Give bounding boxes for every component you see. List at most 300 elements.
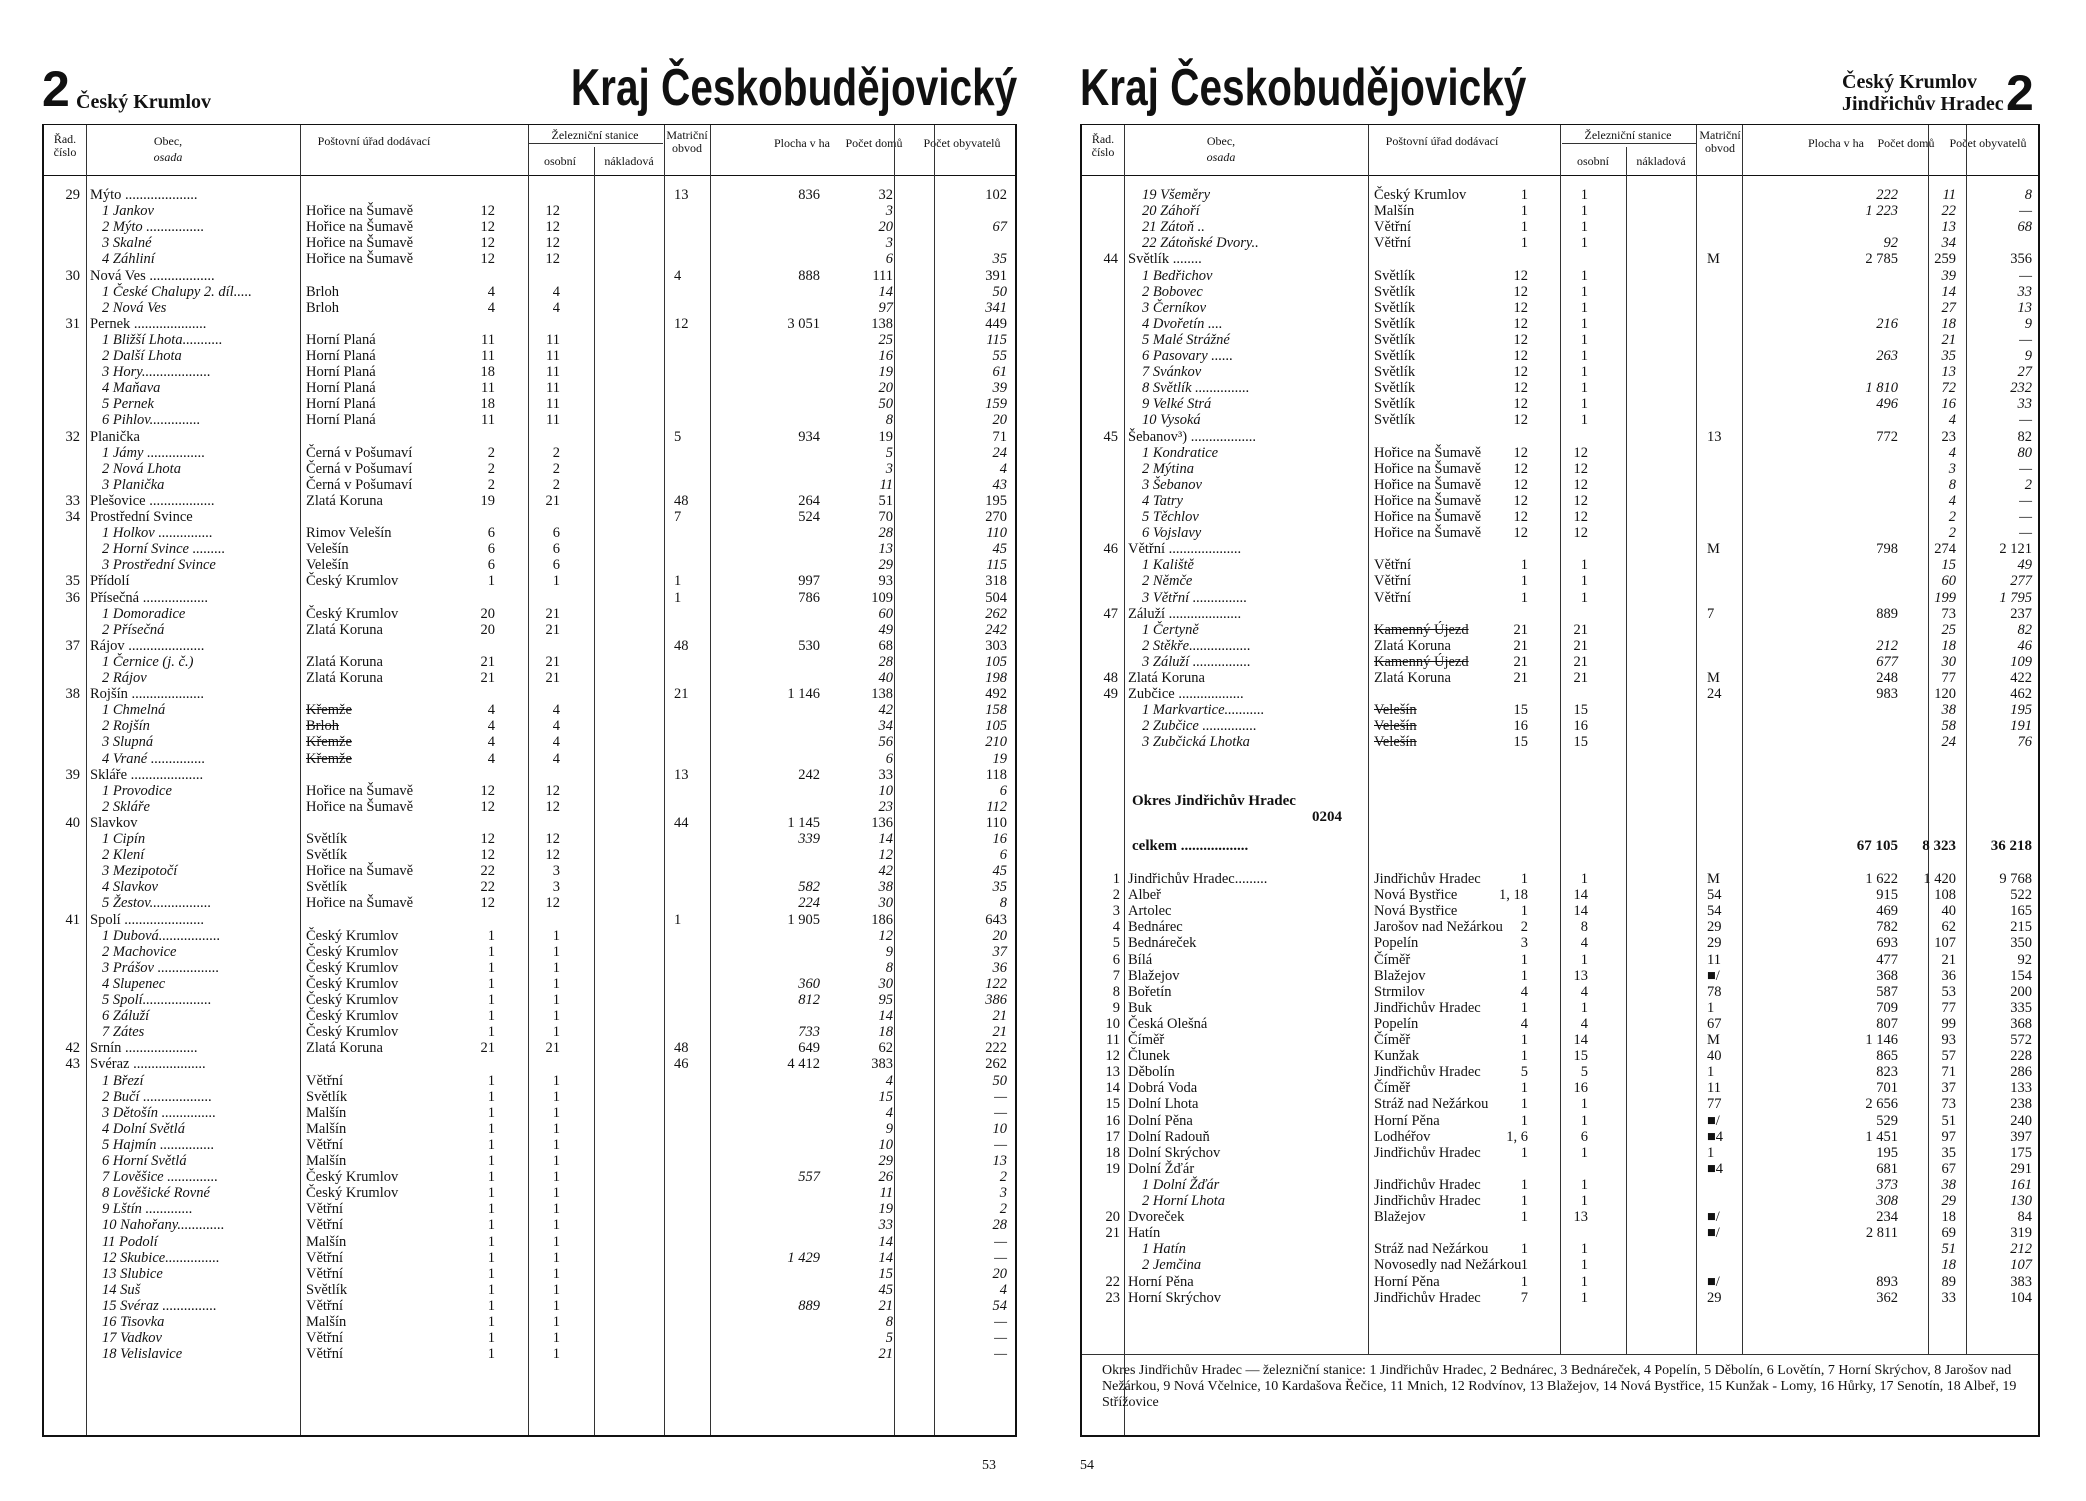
row-post-office: Černá v Pošumaví (306, 476, 413, 493)
table-row (1082, 429, 2038, 445)
row-post-office: Brloh (306, 283, 340, 300)
row-station-passenger: 12 (480, 219, 495, 236)
row-registry: ■/ (1707, 1209, 1720, 1226)
row-post-office: Hořice na Šumavě (1374, 509, 1482, 525)
row-houses: 19 (878, 1201, 893, 1218)
row-station-passenger: 11 (481, 348, 495, 364)
row-houses: 19 (878, 364, 893, 381)
row-station-passenger: 1 (1520, 1080, 1528, 1097)
row-population: 643 (985, 911, 1007, 928)
row-station-passenger: 12 (480, 895, 495, 912)
row-area: 212 (1876, 637, 1898, 654)
row-station-freight: 12 (1573, 476, 1588, 493)
table-row (44, 847, 1015, 863)
row-station-passenger: 1 (487, 1233, 495, 1250)
row-population: 102 (985, 187, 1007, 203)
table-row (44, 541, 1015, 557)
row-name: Jindřichův Hradec......... (1128, 871, 1268, 887)
row-name: 1 Provodice (102, 782, 172, 799)
table-row (44, 686, 1015, 702)
row-houses: 68 (878, 637, 893, 654)
table-row (1082, 509, 2038, 525)
table-row (44, 863, 1015, 879)
row-post-office: Stráž nad Nežárkou (1374, 1241, 1489, 1258)
table-row (44, 1040, 1015, 1056)
row-station-freight: 12 (545, 782, 560, 799)
row-population: 262 (985, 605, 1007, 622)
row-station-freight: 1 (552, 1072, 560, 1089)
table-row (44, 654, 1015, 670)
row-population: 3 (999, 1185, 1007, 1202)
row-area: 889 (1876, 605, 1898, 622)
row-station-freight: 1 (552, 1008, 560, 1025)
row-registry: 12 (674, 315, 689, 332)
page-number-right: 54 (1080, 1458, 1094, 1473)
row-population: 20 (992, 1265, 1007, 1282)
row-name: 6 Horní Světlá (102, 1153, 187, 1169)
row-number: 12 (1105, 1048, 1120, 1065)
row-name: Hatín (1128, 1225, 1161, 1242)
table-row (44, 251, 1015, 267)
row-post-office: Horní Planá (306, 364, 376, 381)
row-post-office: Zlatá Koruna (306, 621, 383, 638)
row-number: 9 (1112, 999, 1120, 1016)
row-population: 9 768 (1999, 871, 2032, 887)
row-name: 1 Markvartice........... (1142, 702, 1265, 719)
row-station-passenger: 21 (1513, 670, 1528, 686)
row-houses: 8 (885, 412, 893, 429)
row-population: 449 (985, 315, 1007, 332)
row-station-passenger: 12 (480, 847, 495, 864)
row-houses: 12 (878, 927, 893, 944)
row-name: 4 Slupenec (102, 975, 166, 992)
table-row (1082, 1161, 2038, 1177)
row-post-office: Světlík (1374, 412, 1416, 429)
row-area: 360 (798, 975, 820, 992)
row-houses: 38 (878, 879, 893, 896)
row-population: 200 (2010, 983, 2032, 1000)
row-population: 492 (985, 686, 1007, 703)
row-station-passenger: 4 (487, 283, 495, 300)
row-area: 1 145 (787, 814, 820, 831)
row-houses: 29 (878, 1153, 893, 1169)
row-station-freight: 12 (1573, 444, 1588, 461)
table-row (1082, 461, 2038, 477)
row-station-freight: 1 (1580, 380, 1588, 397)
row-post-office: Brloh (306, 299, 340, 316)
row-population: 122 (985, 975, 1007, 992)
row-population: 368 (2010, 1015, 2032, 1032)
table-row (1082, 1209, 2038, 1225)
row-number: 34 (65, 509, 80, 525)
row-station-passenger: 21 (1513, 653, 1528, 670)
row-post-office: Velešín (1374, 702, 1417, 719)
table-row (1082, 1193, 2038, 1209)
row-houses: 29 (1941, 1193, 1956, 1209)
row-registry: 24 (1707, 686, 1722, 703)
row-name: 6 Záluží (102, 1008, 150, 1025)
row-name: 1 Kaliště (1142, 557, 1194, 574)
row-station-freight: 1 (1580, 1241, 1588, 1258)
row-number: 31 (65, 315, 80, 332)
row-post-office: Větřní (306, 1201, 344, 1218)
table-row (44, 332, 1015, 348)
row-houses: 5 (885, 444, 893, 461)
row-station-passenger: 12 (1513, 299, 1528, 316)
table-row (44, 944, 1015, 960)
row-name: 4 Dvořetín .... (1142, 315, 1223, 332)
row-houses: 33 (1941, 1289, 1956, 1306)
table-row (44, 187, 1015, 203)
table-row (44, 702, 1015, 718)
row-population: 161 (2010, 1176, 2032, 1193)
row-population: 104 (2010, 1289, 2032, 1306)
row-station-freight: 12 (1573, 525, 1588, 542)
table-row (1082, 654, 2038, 670)
row-station-passenger: 1 (487, 1314, 495, 1330)
row-houses: 18 (1941, 315, 1956, 332)
table-row (1082, 1113, 2038, 1129)
row-registry: 48 (674, 492, 689, 509)
row-number: 4 (1112, 919, 1120, 936)
row-station-passenger: 12 (1513, 412, 1528, 429)
row-station-freight: 8 (1580, 919, 1588, 936)
row-station-freight: 1 (1580, 999, 1588, 1016)
row-area: 1 622 (1865, 871, 1898, 887)
row-station-freight: 1 (552, 1185, 560, 1202)
row-station-passenger: 1 (487, 1265, 495, 1282)
row-name: 3 Dětošín ............... (102, 1104, 216, 1121)
row-number: 46 (1103, 541, 1118, 558)
table-row (44, 461, 1015, 477)
row-area: 798 (1876, 541, 1898, 558)
row-post-office: Světlík (1374, 396, 1416, 413)
row-station-passenger: 1 (487, 1136, 495, 1153)
row-station-freight: 1 (1580, 348, 1588, 364)
table-row (44, 203, 1015, 219)
row-name: 2 Bučí ................... (102, 1088, 212, 1105)
row-station-freight: 4 (552, 702, 560, 719)
row-station-passenger: 5 (1520, 1064, 1528, 1081)
row-houses: 39 (1941, 267, 1956, 284)
row-population: 43 (992, 476, 1007, 493)
row-area: 1 146 (787, 686, 820, 703)
table-row (1082, 1290, 2038, 1306)
row-station-freight: 1 (552, 1024, 560, 1041)
row-name: 2 Machovice (102, 943, 177, 960)
row-post-office: Větřní (1374, 573, 1412, 590)
okres-code: 0204 (1312, 809, 1342, 825)
row-population: 8 (999, 895, 1007, 912)
row-area: 1 223 (1865, 203, 1898, 220)
row-name: 6 Pihlov.............. (102, 412, 201, 429)
row-post-office: Jindřichův Hradec (1374, 871, 1481, 887)
table-row (44, 1201, 1015, 1217)
row-houses: 138 (871, 686, 893, 703)
row-area: 865 (1876, 1048, 1898, 1065)
row-population: 67 (992, 219, 1007, 236)
row-population: 49 (2017, 557, 2032, 574)
row-station-passenger: 1 (487, 1008, 495, 1025)
row-station-passenger: 1 (487, 959, 495, 976)
row-registry: 11 (1707, 951, 1721, 968)
row-post-office: Větřní (306, 1330, 344, 1347)
page-number: 53 (982, 1458, 996, 1473)
row-post-office: Číměř (1374, 951, 1411, 968)
row-population: 1 795 (1999, 589, 2032, 606)
table-row (1082, 187, 2038, 203)
row-houses: 8 (885, 959, 893, 976)
row-name: Prostřední Svince (90, 509, 193, 525)
row-houses: 15 (1941, 557, 1956, 574)
row-station-passenger: 12 (1513, 315, 1528, 332)
row-name: 14 Suš (102, 1281, 141, 1298)
row-population: 242 (985, 621, 1007, 638)
row-registry: 1 (674, 589, 682, 606)
row-population: 19 (992, 750, 1007, 767)
row-post-office: Větřní (306, 1072, 344, 1089)
table-row (44, 1056, 1015, 1072)
row-registry: 48 (674, 637, 689, 654)
row-post-office: Větřní (306, 1136, 344, 1153)
row-population: 154 (2010, 967, 2032, 984)
row-station-passenger: 1 (1520, 557, 1528, 574)
row-post-office: Světlík (1374, 299, 1416, 316)
register-table (42, 124, 1017, 1437)
row-area: 1 146 (1865, 1032, 1898, 1048)
table-row (44, 268, 1015, 284)
row-houses: 1 420 (1923, 871, 1956, 887)
row-station-freight: 1 (1580, 557, 1588, 574)
row-area: 915 (1876, 887, 1898, 904)
row-post-office: Jindřichův Hradec (1374, 1289, 1481, 1306)
row-name: 16 Tisovka (102, 1314, 165, 1330)
col-plocha: Plocha v ha (1808, 136, 1864, 150)
row-name: 5 Žestov................. (102, 895, 212, 912)
row-station-passenger: 4 (487, 702, 495, 719)
row-population: 16 (992, 831, 1007, 847)
row-name: 21 Zátoň .. (1142, 219, 1205, 236)
row-population: 61 (992, 364, 1007, 381)
row-houses: 51 (878, 492, 893, 509)
row-station-freight: 6 (552, 557, 560, 574)
row-population: 36 (992, 959, 1007, 976)
row-station-passenger: 15 (1513, 702, 1528, 719)
row-population: 46 (2017, 637, 2032, 654)
table-row (44, 1314, 1015, 1330)
row-number: 22 (1105, 1273, 1120, 1290)
row-post-office: Větřní (306, 1217, 344, 1234)
row-houses: 99 (1941, 1015, 1956, 1032)
table-row (1082, 235, 2038, 251)
table-row (44, 1250, 1015, 1266)
row-area: 693 (1876, 935, 1898, 952)
right-page (1080, 0, 2040, 1501)
row-area: 530 (798, 637, 820, 654)
row-houses: 29 (878, 557, 893, 574)
row-station-freight: 1 (552, 1169, 560, 1186)
row-population: — (2019, 525, 2032, 542)
row-station-passenger: 1 (1520, 589, 1528, 606)
row-station-freight: 1 (552, 1201, 560, 1218)
row-name: 3 Záluží ................ (1142, 653, 1251, 670)
row-name: 15 Svéraz ............... (102, 1297, 217, 1314)
col-matricni: Matriční obvod (1699, 128, 1741, 155)
table-row (1082, 887, 2038, 903)
row-name: Přísečná .................. (90, 589, 208, 606)
row-name: Dolní Žďár (1128, 1160, 1195, 1177)
table-row (44, 815, 1015, 831)
row-population: 286 (2010, 1064, 2032, 1081)
row-registry: 29 (1707, 1289, 1722, 1306)
row-station-passenger: 1 (1520, 203, 1528, 220)
row-station-freight: 1 (1580, 299, 1588, 316)
row-houses: 3 (885, 235, 893, 252)
row-population: — (994, 1249, 1007, 1266)
table-row (44, 1121, 1015, 1137)
row-registry: 48 (674, 1040, 689, 1057)
row-station-passenger: 1 (1520, 235, 1528, 252)
row-population: 158 (985, 702, 1007, 719)
row-houses: 51 (1941, 1112, 1956, 1129)
row-station-freight: 4 (552, 718, 560, 735)
row-area: 681 (1876, 1160, 1898, 1177)
row-station-passenger: 19 (480, 492, 495, 509)
okres-title: Okres Jindřichův Hradec (1132, 793, 1296, 809)
row-station-freight: 1 (552, 1120, 560, 1137)
row-station-freight: 1 (552, 573, 560, 590)
row-registry: ■/ (1707, 1225, 1720, 1242)
row-name: 2 Zubčice ............... (1142, 718, 1257, 735)
row-registry: 5 (674, 428, 682, 445)
row-name: 3 Prostřední Svince (102, 557, 216, 574)
row-name: Přídolí (90, 573, 130, 590)
row-station-freight: 1 (552, 1233, 560, 1250)
row-station-passenger: 1 (487, 927, 495, 944)
row-station-freight: 1 (552, 975, 560, 992)
table-row (1082, 903, 2038, 919)
row-houses: 2 (1948, 509, 1956, 525)
row-station-freight: 1 (552, 1314, 560, 1330)
row-registry: M (1707, 251, 1720, 268)
row-post-office: Popelín (1374, 935, 1419, 952)
table-row (1082, 268, 2038, 284)
row-name: 2 Mýto ................ (102, 219, 205, 236)
row-houses: 4 (885, 1104, 893, 1121)
row-post-office: Světlík (1374, 348, 1416, 364)
row-station-freight: 11 (546, 412, 560, 429)
row-post-office: Brloh (306, 718, 340, 735)
row-station-freight: 2 (552, 476, 560, 493)
col-domu: Počet domů (1877, 136, 1935, 150)
row-station-passenger: 1 (1520, 219, 1528, 236)
row-population: 291 (2010, 1160, 2032, 1177)
row-name: Dolní Pěna (1128, 1112, 1193, 1129)
row-post-office: Křemže (306, 734, 352, 751)
row-houses: 56 (878, 734, 893, 751)
table-row (1082, 396, 2038, 412)
row-area: 3 051 (787, 315, 820, 332)
row-number: 5 (1112, 935, 1120, 952)
row-number: 1 (1112, 871, 1120, 887)
row-name: Bořetín (1128, 983, 1172, 1000)
row-station-passenger: 4 (1520, 983, 1528, 1000)
row-population: 110 (986, 525, 1007, 542)
row-station-passenger: 1 (1520, 1032, 1528, 1048)
row-population: 240 (2010, 1112, 2032, 1129)
row-number: 15 (1105, 1096, 1120, 1113)
row-population: 45 (992, 863, 1007, 880)
row-houses: 111 (872, 267, 893, 284)
row-station-passenger: 1 (487, 1072, 495, 1089)
row-post-office: Popelín (1374, 1015, 1419, 1032)
row-area: 587 (1876, 983, 1898, 1000)
row-station-passenger: 21 (1513, 637, 1528, 654)
row-houses: 97 (1941, 1128, 1956, 1145)
row-name: Albeř (1128, 887, 1162, 904)
row-station-freight: 1 (1580, 187, 1588, 203)
row-name: 3 Planička (102, 476, 165, 493)
row-post-office: Český Krumlov (306, 1169, 399, 1186)
table-row (1082, 718, 2038, 734)
row-name: Dolní Skrýchov (1128, 1144, 1221, 1161)
row-houses: 4 (1948, 412, 1956, 429)
row-station-freight: 21 (545, 1040, 560, 1057)
row-population: 39 (992, 380, 1007, 397)
row-population: 9 (2024, 348, 2032, 364)
row-name: 2 Rojšín (102, 718, 150, 735)
row-post-office: Český Krumlov (306, 943, 399, 960)
row-name: 2 Mýtina (1142, 460, 1194, 477)
row-area: 1 429 (787, 1249, 820, 1266)
row-station-freight: 16 (1573, 1080, 1588, 1097)
row-name: Planička (90, 428, 140, 445)
row-houses: 8 (885, 1314, 893, 1330)
row-post-office: Světlík (1374, 380, 1416, 397)
row-post-office: Jarošov nad Nežárkou (1374, 919, 1503, 936)
row-registry: 40 (1707, 1048, 1722, 1065)
row-population: 4 (999, 460, 1007, 477)
col-posta: Poštovní úřad dodávací (317, 134, 431, 148)
row-houses: 70 (878, 509, 893, 525)
row-population: 50 (992, 283, 1007, 300)
table-row (44, 1282, 1015, 1298)
row-station-freight: 1 (1580, 1144, 1588, 1161)
row-number: 3 (1112, 903, 1120, 920)
table-row (1082, 251, 2038, 267)
table-row (1082, 1225, 2038, 1241)
row-station-passenger: 21 (1513, 621, 1528, 638)
row-population: 341 (985, 299, 1007, 316)
row-number: 36 (65, 589, 80, 606)
row-population: 130 (2010, 1193, 2032, 1209)
row-area: 263 (1876, 348, 1898, 364)
table-row (44, 1234, 1015, 1250)
row-name: Zlatá Koruna (1128, 670, 1205, 686)
row-population: 50 (992, 1072, 1007, 1089)
row-population: 54 (992, 1297, 1007, 1314)
row-area: 373 (1876, 1176, 1898, 1193)
row-houses: 93 (1941, 1032, 1956, 1048)
row-name: Dolní Lhota (1128, 1096, 1199, 1113)
row-population: 21 (992, 1008, 1007, 1025)
table-row (44, 348, 1015, 364)
row-station-freight: 1 (1580, 219, 1588, 236)
table-row (44, 590, 1015, 606)
row-post-office: Číměř (1374, 1080, 1411, 1097)
row-area: 248 (1876, 670, 1898, 686)
row-station-freight: 15 (1573, 702, 1588, 719)
